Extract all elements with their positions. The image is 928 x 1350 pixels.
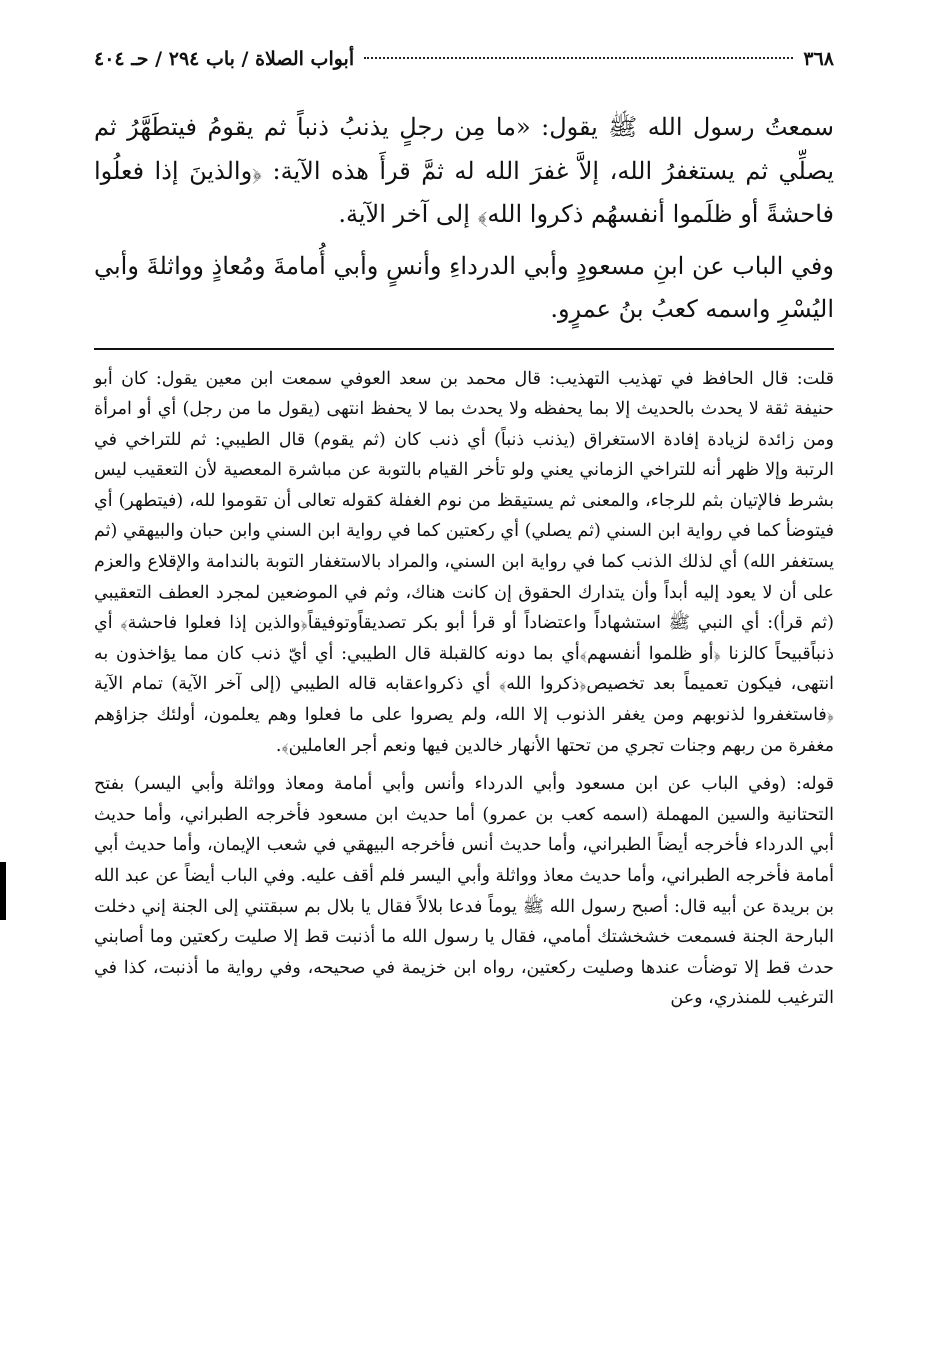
commentary-paragraph: قلت: قال الحافظ في تهذيب التهذيب: قال محمد بن سعد العوفي سمعت ابن معين يقول: كان أبو حنيفة ثقة لا يحدث بالحديث إلا بما يحفظه ولا يحدث بما لا يحفظ انتهى (يقول ما من رجل) أي أو امرأة ومن زائدة لزيادة إفادة الاستغراق (يذنب ذنباً) أي ذنب كان (ثم يقوم) قال الطيبي: ثم للتراخي في الرتبة وإلا ظهر أنه للتراخي الزماني يعني ولو تأخر القيام بالتوبة عن مباشرة المعصية لأن التعقيب ليس بشرط فالإتيان بثم للرجاء، والمعنى ثم يستيقظ من نوم الغفلة كقوله تعالى أن تقوموا لله، (فيتطهر) أي فيتوضأ كما في رواية ابن السني (ثم يصلي) أي ركعتين كما في رواية ابن السني وابن حبان والبيهقي (ثم يستغفر الله) أي لذلك الذنب كما في رواية ابن السني، والمراد بالاستغفار التوبة بالندامة والإقلاع والعزم على أن لا يعود إليه أبداً وأن يتدارك الحقوق إن كانت هناك، وثم في الموضعين لمجرد العطف التعقيبي (ثم قرأ): أي النبي ﷺ استشهاداً واعتضاداً أو قرأ أبو بكر تصديقاًوتوفيقاً﴿والذين إذا فعلوا فاحشة﴾ أي ذنباًقبيحاً كالزنا ﴿أو ظلموا أنفسهم﴾أي بما دونه كالقبلة قال الطيبي: أي أيّ ذنب كان مما يؤاخذون به انتهى، فيكون تعميماً بعد تخصيص﴿ذكروا الله﴾ أي ذكرواعقابه قاله الطيبي (إلى آخر الآية) تمام الآية ﴿فاستغفروا لذنوبهم ومن يغفر الذنوب إلا الله، ولم يصروا على ما فعلوا وهم يعلمون، أولئك جزاؤهم مغفرة من ربهم وجنات تجري من تحتها الأنهار خالدين فيها ونعم أجر العاملين﴾.	[94, 368, 834, 756]
book-page	[94, 48, 834, 1014]
hadith-text	[94, 106, 834, 332]
page-edge-mark	[0, 862, 6, 920]
page-number: ٣٦٨	[803, 48, 834, 70]
header-dotted-leader	[364, 57, 793, 59]
hadith-paragraph: وفي الباب عن ابنِ مسعودٍ وأبي الدرداءِ وأنسٍ وأبي أُمامةَ ومُعاذٍ وواثلةَ وأبي اليُسْرِ واسمه كعبُ بنُ عمرٍو.	[94, 251, 834, 323]
section-divider	[94, 348, 834, 350]
commentary-paragraph: قوله: (وفي الباب عن ابن مسعود وأبي الدرداء وأنس وأبي أمامة ومعاذ وواثلة وأبي اليسر) بفتح التحتانية والسين المهملة (اسمه كعب بن عمرو) أما حديث ابن مسعود فأخرجه الطبراني، وأما حديث أبي الدرداء فأخرجه أيضاً الطبراني، وأما حديث أنس فأخرجه البيهقي في شعب الإيمان، وأما حديث أبي أمامة فأخرجه الطبراني، وأما حديث معاذ وواثلة وأبي اليسر فلم أقف عليه. وفي الباب أيضاً عن عبد الله بن بريدة عن أبيه قال: أصبح رسول الله ﷺ يوماً فدعا بلالاً فقال يا بلال بم سبقتني إلى الجنة إني دخلت البارحة الجنة فسمعت خشخشتك أمامي، فقال يا رسول الله ما أذنبت قط إلا صليت ركعتين وما أصابني حدث قط إلا توضأت عندها وصليت ركعتين، رواه ابن خزيمة في صحيحه، وفي رواية ما أذنبت، كذا في الترغيب للمنذري، وعن	[94, 774, 834, 1009]
chapter-title: أبواب الصلاة / باب ٢٩٤ / حـ ٤٠٤	[94, 48, 355, 70]
commentary-text	[94, 364, 834, 1014]
running-header	[94, 48, 834, 88]
hadith-paragraph: سمعتُ رسول الله ﷺ يقول: «ما مِن رجلٍ يذنبُ ذنباً ثم يقومُ فيتطَهَّرُ ثم يصلِّي ثم يستغفرُ الله، إلاَّ غفرَ الله له ثمَّ قرأَ هذه الآية: ﴿والذينَ إذا فعلُوا فاحشةً أو ظلَموا أنفسهُم ذكروا الله﴾ إلى آخر الآية.	[94, 113, 834, 228]
